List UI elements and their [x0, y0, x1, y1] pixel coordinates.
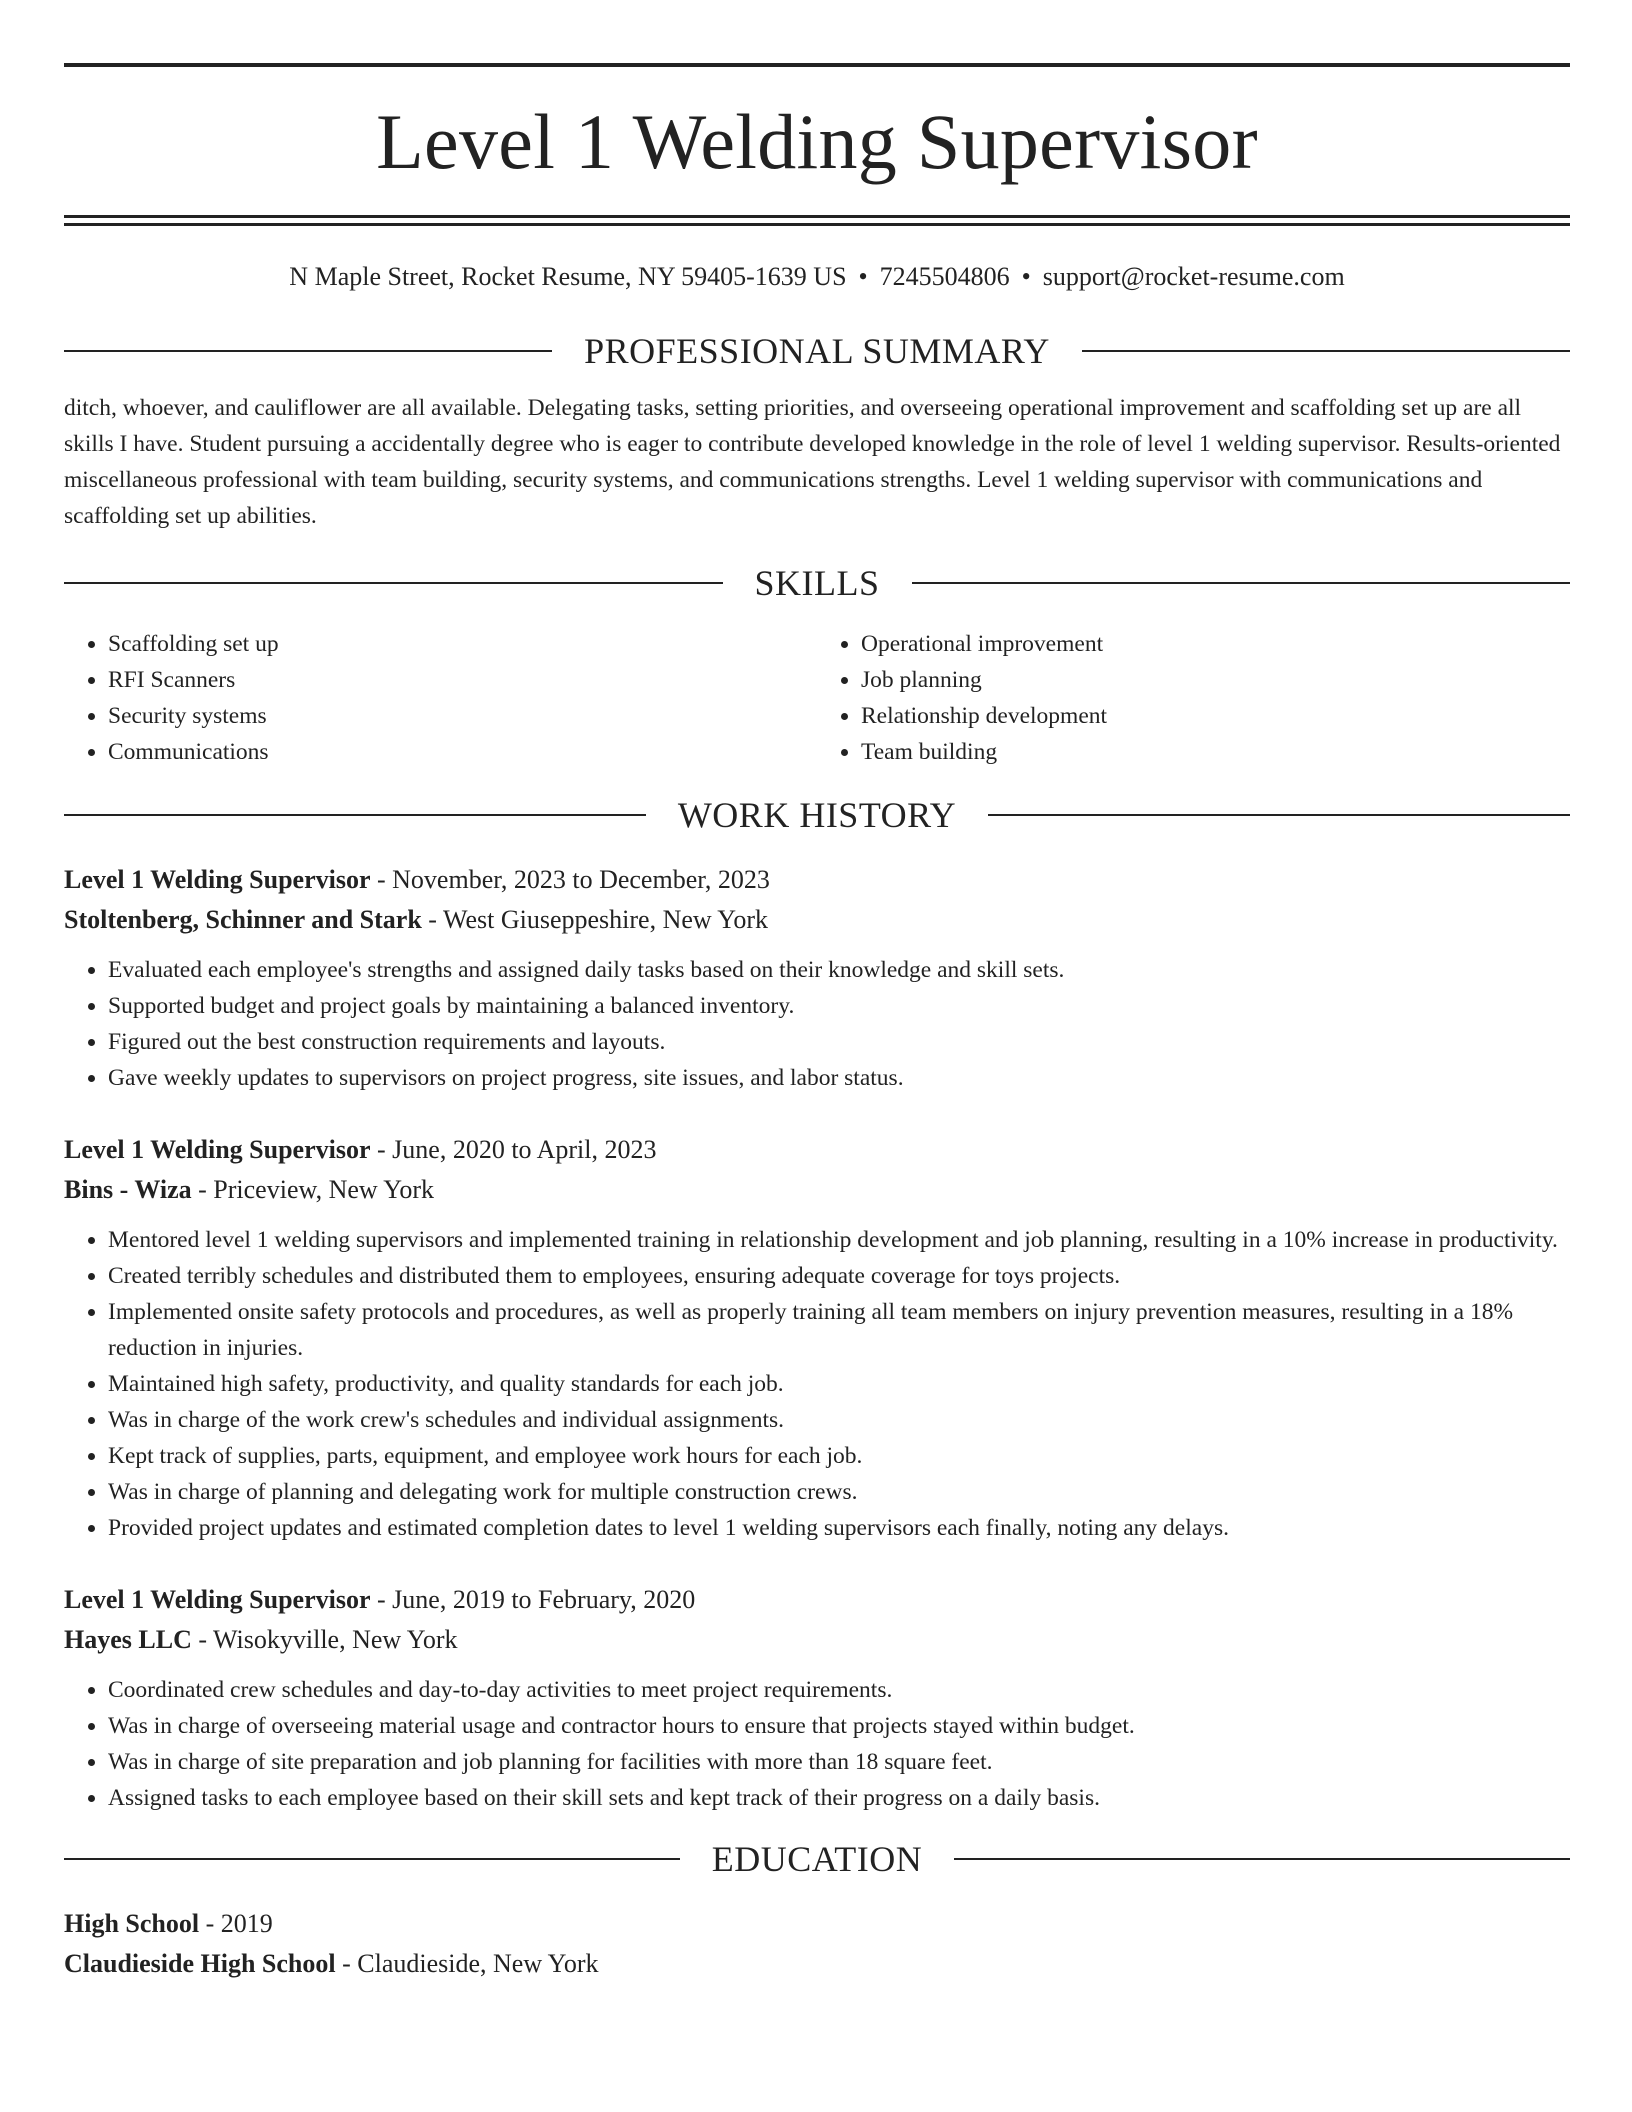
job-company-line [64, 1620, 1570, 1660]
work-heading-row [64, 790, 1570, 840]
job-bullet: • Supported budget and project goals by maintaining a balanced inventory. [108, 988, 1570, 1024]
education-location: - Claudieside, New York [335, 1949, 599, 1978]
job-title: Level 1 Welding Supervisor [64, 865, 371, 894]
job-location: - Wisokyville, New York [191, 1625, 458, 1654]
education-heading-row [64, 1834, 1570, 1884]
job-dates: - November, 2023 to December, 2023 [370, 865, 770, 894]
job-title: Level 1 Welding Supervisor [64, 1585, 371, 1614]
skill-item: • Communications [108, 734, 817, 770]
job-bullet: • Provided project updates and estimated completion dates to level 1 welding supervisors each finally, noting any delays. [108, 1510, 1570, 1546]
summary-heading-row [64, 326, 1570, 376]
resume-page [64, 0, 1570, 1984]
job-entry [64, 1130, 1570, 1546]
job-company: Stoltenberg, Schinner and Stark [64, 905, 422, 934]
skill-item: • RFI Scanners [108, 662, 817, 698]
heading-rule-right [912, 582, 1571, 584]
job-bullets [64, 1672, 1570, 1816]
job-bullet: • Maintained high safety, productivity, and quality standards for each job. [108, 1366, 1570, 1402]
job-company: Hayes LLC [64, 1625, 192, 1654]
education-degree: High School [64, 1909, 200, 1938]
skill-item: • Job planning [861, 662, 1570, 698]
skill-item: • Relationship development [861, 698, 1570, 734]
skills-column-right [817, 626, 1570, 770]
job-bullet: • Created terribly schedules and distributed them to employees, ensuring adequate coverage for toys projects. [108, 1258, 1570, 1294]
job-bullet: • Was in charge of the work crew's schedules and individual assignments. [108, 1402, 1570, 1438]
job-title-line [64, 1130, 1570, 1170]
heading-rule-right [988, 814, 1570, 816]
job-location: - West Giuseppeshire, New York [421, 905, 769, 934]
job-bullet: • Evaluated each employee's strengths and assigned daily tasks based on their knowledge and skill sets. [108, 952, 1570, 988]
job-company-line [64, 1170, 1570, 1210]
contact-separator: • [1021, 262, 1031, 291]
job-bullets [64, 1222, 1570, 1546]
job-location: - Priceview, New York [191, 1175, 435, 1204]
top-rule [64, 63, 1570, 67]
candidate-name: Level 1 Welding Supervisor [376, 98, 1258, 185]
contact-line [64, 260, 1570, 294]
summary-text: ditch, whoever, and cauliflower are all available. Delegating tasks, setting priorities, and overseeing operational improvement and scaffolding set up are all skills I have. Student pursuing a accidentally degree who is eager to contribute developed knowledge in the role of level 1 welding supervisor. Results-oriented miscellaneous professional with team building, security systems, and communications strengths. Level 1 welding supervisor with communications and scaffolding set up abilities. [64, 395, 1561, 529]
job-bullet: • Was in charge of overseeing material usage and contractor hours to ensure that projects stayed within budget. [108, 1708, 1570, 1744]
education-school: Claudieside High School [64, 1949, 336, 1978]
contact-email: support@rocket-resume.com [1042, 262, 1345, 291]
summary-heading: PROFESSIONAL SUMMARY [584, 331, 1050, 371]
job-company-line [64, 900, 1570, 940]
job-title-line [64, 1580, 1570, 1620]
job-title-line [64, 860, 1570, 900]
job-title: Level 1 Welding Supervisor [64, 1135, 371, 1164]
job-bullet: • Was in charge of planning and delegating work for multiple construction crews. [108, 1474, 1570, 1510]
skills-heading: SKILLS [754, 563, 880, 603]
job-dates: - June, 2020 to April, 2023 [370, 1135, 657, 1164]
heading-rule-right [1082, 350, 1570, 352]
education-degree-line [64, 1904, 1570, 1944]
work-heading: WORK HISTORY [677, 795, 957, 835]
contact-separator: • [858, 262, 868, 291]
education-year: - 2019 [199, 1909, 273, 1938]
job-bullet: • Implemented onsite safety protocols and procedures, as well as properly training all team members on injury prevention measures, resulting in a 18% reduction in injuries. [108, 1294, 1570, 1366]
heading-rule-left [64, 582, 723, 584]
education-entry [64, 1904, 1570, 1984]
contact-phone: 7245504806 [879, 262, 1010, 291]
skill-item: • Scaffolding set up [108, 626, 817, 662]
heading-rule-left [64, 1858, 680, 1860]
contact-address: N Maple Street, Rocket Resume, NY 59405-1639 US [289, 262, 847, 291]
job-entry [64, 860, 1570, 1096]
skills-column-left [64, 626, 817, 770]
job-bullet: • Mentored level 1 welding supervisors and implemented training in relationship development and job planning, resulting in a 10% increase in productivity. [108, 1222, 1570, 1258]
job-bullet: • Figured out the best construction requirements and layouts. [108, 1024, 1570, 1060]
double-rule [64, 215, 1570, 226]
education-school-line [64, 1944, 1570, 1984]
skill-item: • Security systems [108, 698, 817, 734]
skills-list [64, 626, 1570, 770]
job-bullet: • Gave weekly updates to supervisors on project progress, site issues, and labor status. [108, 1060, 1570, 1096]
job-bullet: • Coordinated crew schedules and day-to-day activities to meet project requirements. [108, 1672, 1570, 1708]
job-bullet: • Kept track of supplies, parts, equipment, and employee work hours for each job. [108, 1438, 1570, 1474]
job-company: Bins - Wiza [64, 1175, 192, 1204]
job-bullet: • Was in charge of site preparation and job planning for facilities with more than 18 square feet. [108, 1744, 1570, 1780]
heading-rule-left [64, 814, 646, 816]
job-entry [64, 1580, 1570, 1816]
skill-item: • Operational improvement [861, 626, 1570, 662]
education-heading: EDUCATION [711, 1839, 923, 1879]
heading-rule-right [954, 1858, 1570, 1860]
heading-rule-left [64, 350, 552, 352]
skills-heading-row [64, 558, 1570, 608]
job-bullet: • Assigned tasks to each employee based on their skill sets and kept track of their progress on a daily basis. [108, 1780, 1570, 1816]
job-bullets [64, 952, 1570, 1096]
job-dates: - June, 2019 to February, 2020 [370, 1585, 696, 1614]
skill-item: • Team building [861, 734, 1570, 770]
